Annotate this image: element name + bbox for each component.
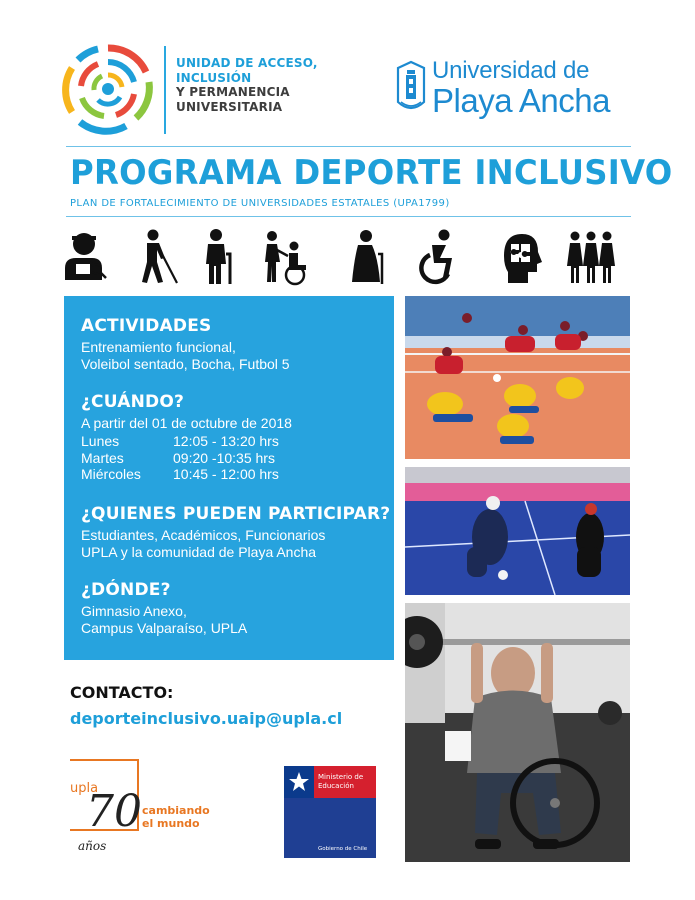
people-group-icon (566, 228, 616, 286)
page-subtitle: PLAN DE FORTALECIMIENTO DE UNIVERSIDADES ESTATALES (UPA1799) (70, 198, 450, 209)
schedule-list (81, 433, 279, 483)
donde-line1: Gimnasio Anexo, (81, 603, 187, 619)
uaip-name (176, 56, 318, 114)
uaip-line1: UNIDAD DE ACCESO, (176, 56, 318, 70)
ministerio-educacion-logo (284, 766, 376, 858)
mineduc-line2: Educación (318, 782, 354, 790)
upla-70-anos-logo (68, 758, 210, 854)
actividades-line1: Entrenamiento funcional, (81, 339, 236, 355)
uaip-logo (58, 42, 158, 136)
schedule-day: Lunes (81, 433, 120, 449)
elderly-woman-cane-icon (344, 228, 394, 286)
university-crest-icon (395, 60, 427, 118)
schedule-day: Martes (81, 449, 124, 466)
elderly-person-icon (196, 228, 246, 286)
page-title: PROGRAMA DEPORTE INCLUSIVO (70, 153, 673, 193)
upla-word: upla (70, 781, 99, 796)
university-line1: Universidad de (432, 57, 590, 84)
sitting-volleyball-photo (405, 296, 630, 459)
contact-label: CONTACTO: (70, 683, 174, 702)
schedule-time: 12:05 - 13:20 hrs (173, 433, 279, 449)
schedule-time: 09:20 -10:35 hrs (173, 449, 275, 466)
cuando-start: A partir del 01 de octubre de 2018 (81, 415, 292, 431)
title-bottom-rule (66, 216, 631, 217)
title-top-rule (66, 146, 631, 147)
caregiver-wheelchair-icon (262, 228, 312, 286)
deaf-person-icon (62, 228, 112, 286)
uaip-line2: INCLUSIÓN (176, 70, 252, 85)
blind-football-photo (405, 467, 630, 595)
donde-line2: Campus Valparaíso, UPLA (81, 620, 248, 636)
upla-70: 70 (86, 786, 142, 837)
schedule-day: Miércoles (81, 466, 141, 482)
schedule-row (81, 433, 279, 450)
gobierno-chile: Gobierno de Chile (318, 846, 368, 852)
schedule-time: 10:45 - 12:00 hrs (173, 466, 279, 482)
cambiando-line1: cambiando (142, 804, 210, 817)
actividades-line2: Voleibol sentado, Bocha, Futbol 5 (81, 356, 290, 372)
uaip-line3: Y PERMANENCIA (176, 85, 290, 99)
cuando-heading: ¿CUÁNDO? (81, 392, 185, 412)
wheelchair-active-icon (414, 228, 464, 286)
wheelchair-training-photo (405, 603, 630, 862)
header-divider (164, 46, 166, 134)
schedule-row (81, 466, 279, 483)
donde-heading: ¿DÓNDE? (81, 580, 171, 600)
university-name (432, 58, 610, 118)
quienes-heading: ¿QUIENES PUEDEN PARTICIPAR? (81, 504, 391, 524)
info-box (64, 296, 394, 660)
blind-person-icon (133, 228, 183, 286)
quienes-line2: UPLA y la comunidad de Playa Ancha (81, 544, 317, 560)
schedule-row (81, 450, 279, 467)
actividades-heading: ACTIVIDADES (81, 316, 212, 336)
cambiando-line2: el mundo (142, 817, 200, 830)
uaip-line4: UNIVERSITARIA (176, 99, 283, 114)
quienes-line1: Estudiantes, Académicos, Funcionarios (81, 527, 326, 543)
upla-anos: años (78, 839, 107, 853)
mineduc-line1: Ministerio de (318, 773, 364, 781)
cognitive-head-icon (496, 228, 546, 286)
contact-email-link[interactable]: deporteinclusivo.uaip@upla.cl (70, 709, 343, 728)
university-line2: Playa Ancha (432, 82, 610, 119)
